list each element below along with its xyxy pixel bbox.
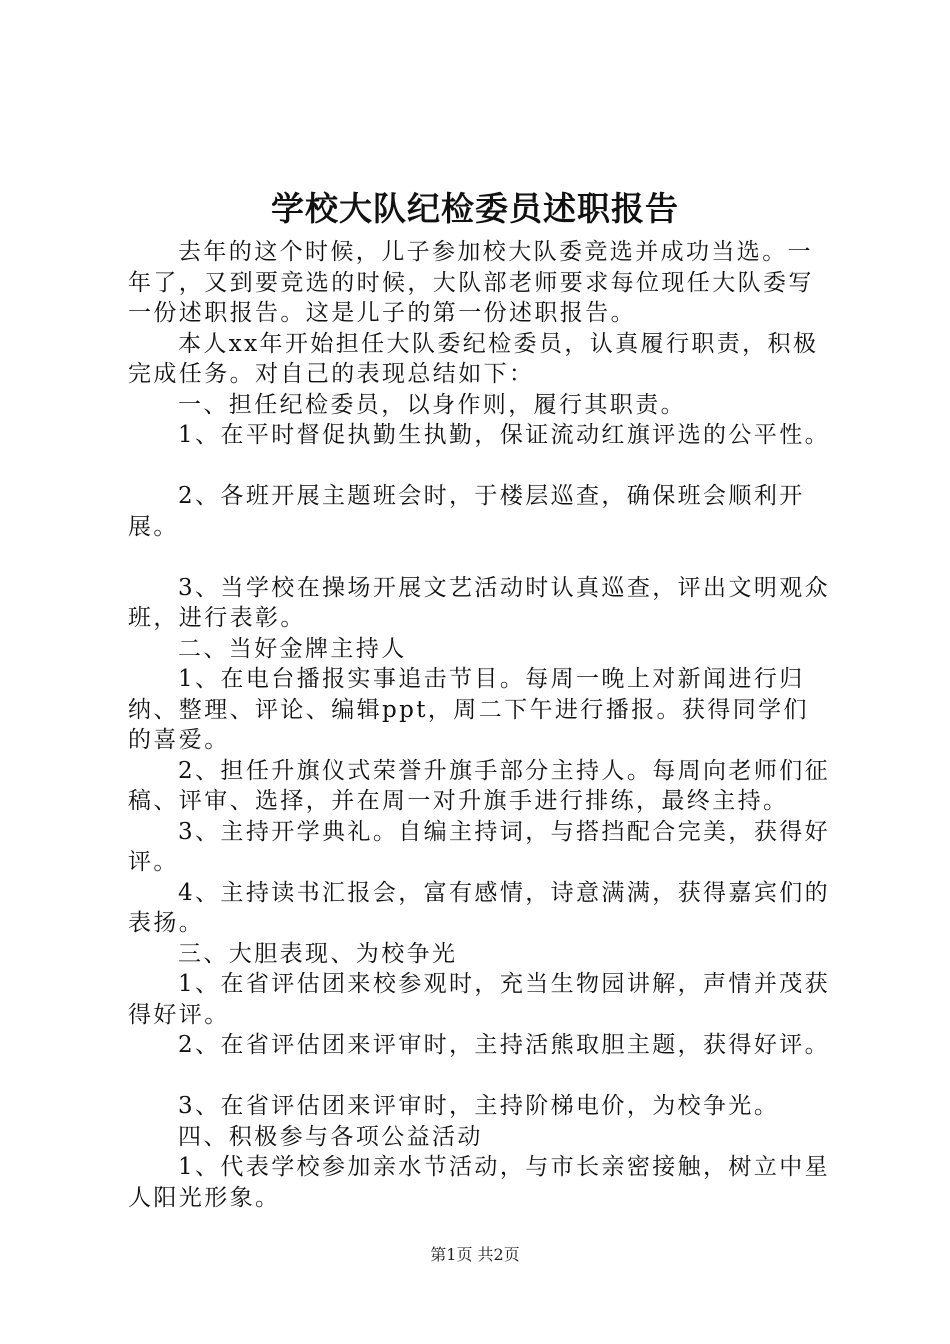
list-item: 2、各班开展主题班会时，于楼层巡查，确保班会顺利开展。: [128, 483, 805, 540]
paragraph: 去年的这个时候，儿子参加校大队委竞选并成功当选。一年了，又到要竞选的时候，大队部老师要求每位现任大队委写一份述职报告。这是儿子的第一份述职报告。: [128, 239, 814, 326]
list-item: 3、主持开学典礼。自编主持词，与搭挡配合完美，获得好评。: [128, 818, 831, 875]
paragraph: 本人xx年开始担任大队委纪检委员，认真履行职责，积极完成任务。对自己的表现总结如下：: [128, 330, 819, 387]
section-heading: 一、担任纪检委员，以身作则，履行其职责。: [178, 391, 686, 418]
list-item: 1、在电台播报实事追击节目。每周一晚上对新闻进行归纳、整理、评论、编辑ppt，周二下午进行播报。获得同学们的喜爱。: [128, 666, 809, 753]
page-number: 第1页 共2页: [430, 1245, 520, 1264]
section-heading: 二、当好金牌主持人: [178, 635, 407, 662]
list-item: 1、在平时督促执勤生执勤，保证流动红旗评选的公平性。: [178, 422, 831, 448]
document-body: [128, 237, 833, 1213]
list-item: 1、在省评估团来校参观时，充当生物园讲解，声情并茂获得好评。: [128, 971, 831, 1028]
section-heading: 四、积极参与各项公益活动: [178, 1123, 483, 1150]
list-item: 2、在省评估团来评审时，主持活熊取胆主题，获得好评。: [178, 1032, 831, 1058]
list-item: 3、当学校在操场开展文艺活动时认真巡查，评出文明观众班，进行表彰。: [128, 574, 831, 631]
list-item: 4、主持读书汇报会，富有感情，诗意满满，获得嘉宾们的表扬。: [128, 879, 831, 936]
list-item: 3、在省评估团来评审时，主持阶梯电价，为校争光。: [178, 1093, 780, 1119]
list-item: 1、代表学校参加亲水节活动，与市长亲密接触，树立中星人阳光形象。: [128, 1154, 831, 1211]
section-heading: 三、大胆表现、为校争光: [178, 940, 458, 967]
list-item: 2、担任升旗仪式荣誉升旗手部分主持人。每周向老师们征稿、评审、选择，并在周一对升旗手进行排练，最终主持。: [128, 757, 831, 814]
document-title: 学校大队纪检委员述职报告: [271, 189, 679, 228]
